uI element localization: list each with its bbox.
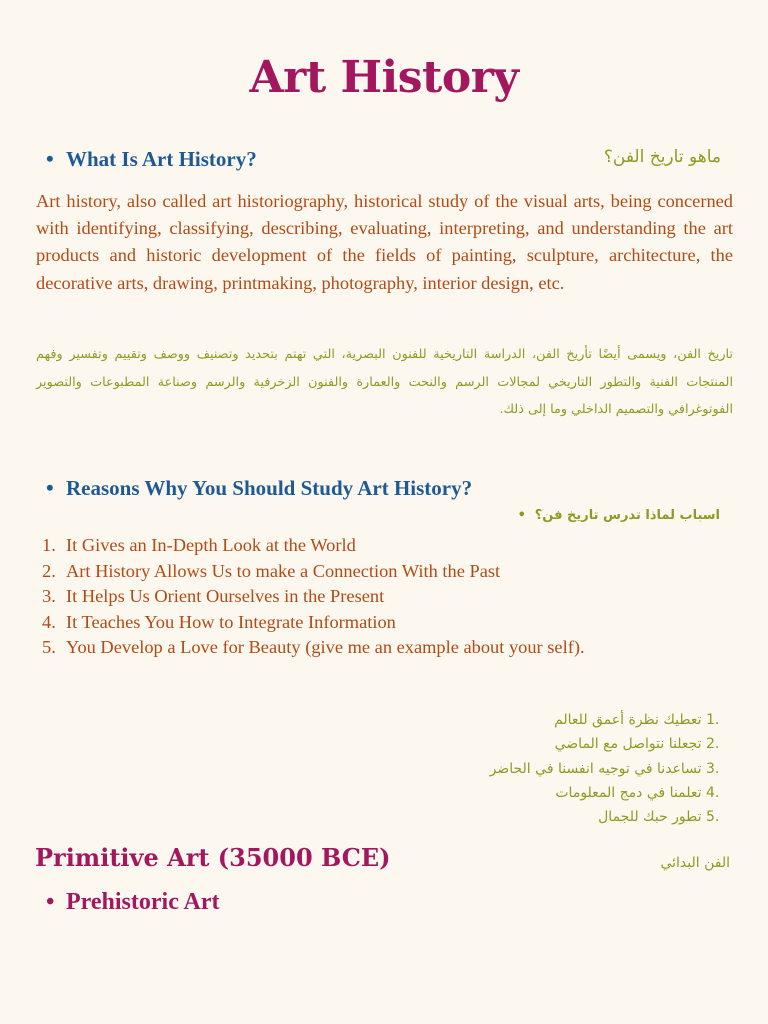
list-item: 3. It Helps Us Orient Ourselves in the Present	[42, 586, 385, 607]
heading-what-is-art-history-text: What Is Art History?	[66, 147, 257, 171]
heading-reasons-ar-text: اسباب لماذا تدرس تاريخ فن؟	[534, 508, 720, 523]
list-item: .3 تساعدنا في توجيه انفسنا في الحاضر	[489, 760, 720, 777]
paragraph-definition-en: Art history, also called art historiography, historical study of the visual arts, being concerned with identifying, classifying, describing, evaluating, interpreting, and understanding the art products and historic development of the fields of painting, sculpture, architecture, the decorative arts, drawing, printmaking, photography, interior design, etc.	[36, 191, 733, 293]
bullet-icon: •	[517, 508, 526, 523]
bullet-icon: •	[46, 889, 55, 915]
reasons-list-ar	[490, 708, 726, 829]
heading-reasons-text: Reasons Why You Should Study Art History?	[66, 476, 473, 500]
bullet-icon: •	[46, 475, 54, 500]
list-item: 4. It Teaches You How to Integrate Information	[42, 611, 396, 632]
heading-primitive-art: Primitive Art (35000 BCE)	[35, 843, 391, 872]
heading-reasons-ar	[509, 508, 720, 523]
list-item: .4 تعلمنا في دمج المعلومات	[555, 784, 720, 801]
paragraph-definition-ar: تاريخ الفن، ويسمى أيضًا تأريخ الفن، الدراسة التاريخية للفنون البصرية، التي تهتم بتحديد وتصنيف ووصف وتقييم وتفسير وفهم المنتجات الفنية والتطور التاريخي لمجالات الرسم والنحت والعمارة والفنون الزخرفية والرسم وصناعة المطبوعات والتصوير الفوتوغرافي والتصميم الداخلي وما إلى ذلك.	[36, 347, 733, 418]
heading-what-is-art-history-ar: ماهو تاريخ الفن؟	[603, 147, 721, 167]
list-item: 5. You Develop a Love for Beauty (give me an example about your self).	[42, 637, 585, 658]
heading-what-is-art-history	[46, 146, 257, 172]
list-item: 2. Art History Allows Us to make a Connection With the Past	[42, 560, 501, 581]
reasons-list-en	[42, 533, 585, 661]
bullet-prehistoric-art-text: Prehistoric Art	[66, 889, 220, 915]
page-title: Art History	[249, 52, 519, 103]
bullet-prehistoric-art	[46, 889, 220, 916]
list-item: 1. It Gives an In-Depth Look at the World	[42, 535, 356, 555]
heading-reasons	[46, 475, 472, 501]
bullet-icon: •	[46, 146, 54, 171]
list-item: .1 تعطيك نظرة أعمق للعالم	[554, 712, 720, 728]
list-item: .2 تجعلنا نتواصل مع الماضي	[554, 736, 720, 753]
heading-primitive-art-ar: الفن البدائي	[660, 855, 730, 871]
list-item: .5 تطور حبك للجمال	[598, 809, 720, 826]
